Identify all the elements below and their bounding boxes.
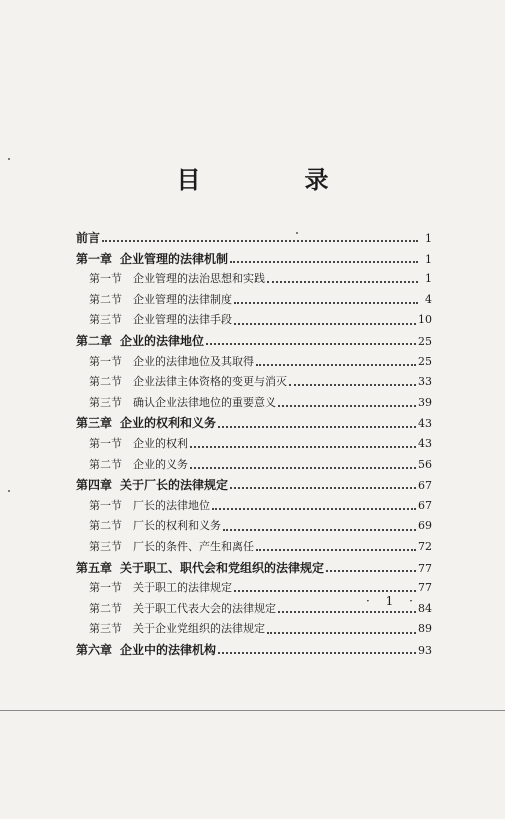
dot-leader [267,281,418,283]
dot-leader [218,652,416,654]
dot-leader [218,426,416,428]
toc-entry-title: 关于职工代表大会的法律规定 [133,601,276,615]
toc-page-number: 69 [418,519,432,533]
toc-entry-number: 第二章 [76,333,113,348]
toc-section-row [76,456,432,477]
toc-entry-label [89,373,287,389]
toc-page-number: 10 [418,313,432,327]
toc-chapter-row [76,414,432,435]
toc-entry-label [76,250,228,267]
toc-entry-title: 企业管理的法律制度 [133,292,232,306]
toc-entry-number: 第二节 [89,519,122,533]
dot-leader [267,632,416,634]
toc-entry-number: 第三节 [89,395,122,409]
toc-entry-number: 第五章 [76,560,113,575]
toc-chapter-row [76,559,432,580]
toc-entry-title: 企业的法律地位 [120,333,205,348]
toc-entry-number: 第三章 [76,416,113,431]
toc-entry-title: 企业的权利 [133,436,188,450]
dot-leader [234,323,416,325]
toc-entry-title: 厂长的法律地位 [133,498,210,512]
toc-section-row [76,394,432,415]
page-title: 目 录 [176,165,369,194]
toc-entry-number: 第一节 [89,354,122,368]
toc-page-number: 25 [418,354,432,368]
dot-leader [223,529,416,531]
toc-chapter-row [76,250,432,271]
dot-leader [278,405,416,407]
toc-entry-label [76,332,204,349]
toc-entry-title: 关于企业党组织的法律规定 [133,622,265,636]
page-edge-line [0,710,505,711]
toc-page-number: 89 [418,622,432,636]
toc-entry-number: 第三节 [89,313,122,327]
dot-leader [289,384,416,386]
toc-section-row [76,538,432,559]
toc-entry-label [89,435,188,451]
toc-entry-label [89,291,232,307]
toc-entry-number: 第三节 [89,622,122,636]
toc-entry-title: 厂长的权利和义务 [133,519,221,533]
toc-entry-number: 第一节 [89,498,122,512]
toc-section-row [76,497,432,518]
toc-entry-number: 第二节 [89,292,122,306]
toc-page-number: 1 [425,232,432,245]
toc-entry-label [89,270,265,286]
toc-entry-label [89,394,276,410]
toc-entry-label [89,579,232,595]
toc-entry-label [89,311,232,327]
toc-entry-title: 企业的法律地位及其取得 [133,354,254,368]
toc-page-number: 39 [418,395,432,409]
toc-entry-number: 第三节 [89,539,122,553]
toc-entry-label [89,620,265,636]
toc-chapter-row [76,229,432,250]
toc-entry-title: 企业法律主体资格的变更与消灭 [133,375,287,389]
toc-entry-label [76,641,216,658]
toc-section-row [76,311,432,332]
toc-entry-title: 关于厂长的法律规定 [120,478,229,493]
dot-leader [212,508,416,510]
toc-entry-label [89,538,254,554]
toc-entry-label [76,559,324,576]
toc-page-number: 93 [418,643,432,657]
scan-speck [8,158,10,160]
toc-section-row [76,373,432,394]
dot-leader [326,570,416,572]
toc-entry-label [76,476,228,493]
toc-chapter-row [76,476,432,497]
toc-entry-label [89,497,210,513]
toc-section-row [76,270,432,291]
toc-section-row [76,291,432,312]
dot-leader [102,240,418,242]
toc-entry-label [89,600,276,616]
dot-leader [256,364,416,366]
toc-entry-title: 确认企业法律地位的重要意义 [133,395,276,409]
dot-leader [256,549,416,551]
toc-chapter-row [76,332,432,353]
toc-page-number: 33 [418,375,432,389]
dot-leader [230,487,416,489]
toc-page-number: 67 [418,498,432,512]
toc-entry-title: 前言 [76,231,101,245]
toc-entry-number: 第一章 [76,251,113,266]
dot-leader [190,467,416,469]
toc-entry-label [76,414,216,431]
toc-entry-title: 企业管理的法律机制 [120,251,229,266]
toc-page-number: 1 [425,272,432,286]
toc-page-number: 56 [418,457,432,471]
toc-entry-number: 第一节 [89,581,122,595]
toc-entry-title: 企业管理的法治思想和实践 [133,272,265,286]
toc-section-row [76,435,432,456]
dot-leader [230,261,418,263]
toc-page-number: 25 [418,334,432,348]
scan-speck [296,232,298,234]
toc-entry-title: 厂长的条件、产生和离任 [133,539,254,553]
toc-entry-number: 第二节 [89,375,122,389]
toc-chapter-row [76,641,432,662]
toc-entry-number: 第二节 [89,457,122,471]
toc-page-number: 77 [418,581,432,595]
toc-entry-label [89,517,221,533]
toc-page-number: 43 [418,436,432,450]
toc-entry-number: 第四章 [76,478,113,493]
page-folio: · 1 · [366,594,419,608]
toc-page-number: 77 [418,561,432,575]
toc-entry-label [89,353,254,369]
toc-entry-title: 企业的义务 [133,457,188,471]
toc-entry-number: 第二节 [89,601,122,615]
dot-leader [234,590,416,592]
toc-page-number: 4 [425,292,432,306]
dot-leader [234,302,418,304]
toc-entry-title: 关于职工的法律规定 [133,581,232,595]
dot-leader [278,611,416,613]
toc-page-number: 1 [425,252,432,266]
dot-leader [190,446,416,448]
dot-leader [206,343,416,345]
toc-entry-number: 第一节 [89,272,122,286]
toc-page-number: 67 [418,479,432,493]
scan-speck [8,490,10,492]
toc-page-number: 43 [418,417,432,431]
toc-entry-title: 企业的权利和义务 [120,416,217,431]
toc-entry-title: 企业中的法律机构 [120,642,217,657]
toc-entry-number: 第六章 [76,642,113,657]
toc-entry-title: 企业管理的法律手段 [133,313,232,327]
toc-entry-title: 关于职工、职代会和党组织的法律规定 [120,560,325,575]
toc-entry-number: 第一节 [89,436,122,450]
toc-page-number: 84 [418,601,432,615]
toc-entry-label [76,229,100,246]
toc-page-number: 72 [418,539,432,553]
toc-section-row [76,517,432,538]
toc-section-row [76,353,432,374]
toc-entry-label [89,456,188,472]
toc-section-row [76,620,432,641]
